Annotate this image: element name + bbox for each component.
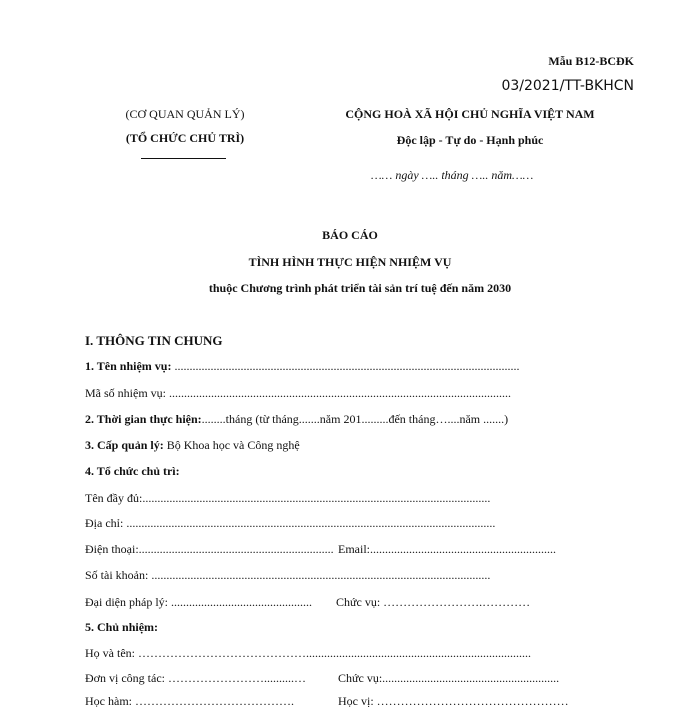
management-level-label: 3. Cấp quản lý: bbox=[85, 438, 164, 452]
phone-line: Điện thoại:................................................................. bbox=[85, 542, 334, 556]
host-org-heading: 4. Tổ chức chủ trì: bbox=[85, 464, 180, 478]
task-name-value: ................................................................................................................... bbox=[171, 359, 520, 373]
address-line: Địa chỉ: ........................................................................................................................... bbox=[85, 516, 496, 530]
task-name-line bbox=[85, 359, 519, 374]
form-code: Mẫu B12-BCĐK bbox=[548, 54, 634, 68]
position-line: Chức vụ: …………………….………… bbox=[336, 595, 531, 609]
leader-position-line: Chức vụ:........................................................... bbox=[338, 671, 560, 685]
report-title: BÁO CÁO bbox=[322, 228, 378, 242]
email-line: Email:.............................................................. bbox=[338, 542, 556, 556]
date-line: …… ngày ….. tháng ….. năm…… bbox=[371, 168, 534, 182]
report-program: thuộc Chương trình phát triển tài sản trí tuệ đến năm 2030 bbox=[208, 281, 512, 295]
management-level-value: Bộ Khoa học và Công nghệ bbox=[163, 438, 300, 452]
duration-value: ........tháng (từ tháng.......năm 201.........đến tháng…....năm .......) bbox=[201, 412, 509, 426]
duration-label: 2. Thời gian thực hiện: bbox=[85, 412, 202, 426]
motto: Độc lập - Tự do - Hạnh phúc bbox=[396, 133, 544, 147]
management-level-line bbox=[85, 438, 300, 453]
agency-label: (CƠ QUAN QUẢN LÝ) bbox=[125, 107, 245, 121]
bank-account-line: Số tài khoản: ................................................................................................................. bbox=[85, 568, 491, 582]
leader-name-line: Họ và tên: ……………………………………........................................................................... bbox=[85, 646, 531, 660]
host-org-label: (TỔ CHỨC CHỦ TRÌ) bbox=[125, 131, 245, 145]
nation-title: CỘNG HOÀ XÃ HỘI CHỦ NGHĨA VIỆT NAM bbox=[345, 107, 595, 121]
agency-underline bbox=[141, 158, 226, 159]
leader-heading: 5. Chủ nhiệm: bbox=[85, 620, 159, 634]
academic-title-line: Học hàm: …………………………………. bbox=[85, 694, 294, 708]
duration-line bbox=[85, 412, 508, 427]
task-code-line: Mã số nhiệm vụ: .................................................................................................................. bbox=[85, 386, 511, 400]
full-name-line: Tên đầy đủ:.................................................................................................................... bbox=[85, 491, 491, 505]
circular-reference: 03/2021/TT-BKHCN bbox=[501, 78, 634, 94]
degree-line: Học vị: ………………………………………… bbox=[338, 694, 569, 708]
task-name-label: 1. Tên nhiệm vụ: bbox=[85, 359, 172, 373]
work-unit-line: Đơn vị công tác: ……………………..........… bbox=[85, 671, 306, 685]
section-heading: I. THÔNG TIN CHUNG bbox=[85, 333, 223, 348]
legal-rep-line: Đại diện pháp lý: ............................................... bbox=[85, 595, 312, 609]
report-subtitle: TÌNH HÌNH THỰC HIỆN NHIỆM VỤ bbox=[248, 255, 452, 269]
